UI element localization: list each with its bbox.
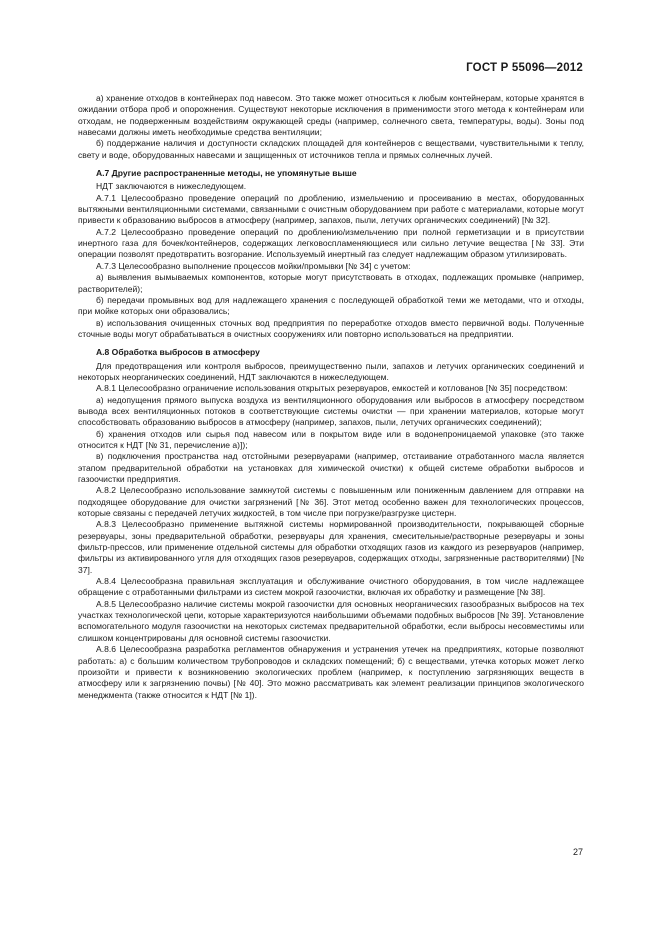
paragraph: А.8.3 Целесообразно применение вытяжной системы нормированной производительности, покрывающей сборные резервуары, зоны предварительной обработки, резервуары для хранения, смесительные/растворные резервуары и зоны фильтр-прессов, или применение отдельной системы для обработки отходящих газов из каждого из резервуаров (например, фильтры из активированного угля для отходящих газов резервуаров, содержащих отходы, загрязненные растворителями) [№ 37].	[78, 519, 584, 575]
paragraph: б) поддержание наличия и доступности складских площадей для контейнеров с веществами, чувствительными к теплу, свету и воде, оборудованных навесами и защищенных от источников тепла и прямых солнечных лучей.	[78, 138, 584, 160]
paragraph: в) использования очищенных сточных вод предприятия по переработке отходов вместо первичной воды. Полученные сточные воды могут обрабатываться в очистных сооружениях или повторно использоваться на предприятии.	[78, 317, 584, 339]
paragraph: А.8.1 Целесообразно ограничение использования открытых резервуаров, емкостей и котлованов [№ 35] посредством:	[96, 383, 568, 394]
paragraph: А.8.2 Целесообразно использование замкнутой системы с повышенным или пониженным давлением для отправки на подходящее оборудование для очистки загрязнений [№ 36]. Этот метод особенно важен для технологических процессов, которые связаны с передачей летучих жидкостей, в том числе при погрузке/разгрузке цистерн.	[78, 485, 584, 519]
page-number: 27	[572, 847, 583, 857]
document-body	[78, 93, 584, 701]
section-heading: А.8 Обработка выбросов в атмосферу	[96, 347, 260, 358]
paragraph: б) передачи промывных вод для надлежащего хранения с последующей обработкой теми же методами, что и отходы, при мойке которых они образовались;	[78, 294, 584, 317]
paragraph: НДТ заключаются в нижеследующем.	[96, 181, 247, 192]
section-heading: А.7 Другие распространенные методы, не упомянутые выше	[96, 168, 357, 179]
paragraph: А.8.6 Целесообразна разработка регламентов обнаружения и устранения утечек на предприятиях, которые позволяют работать: а) с большим количеством трубопроводов и складских помещений; б) с веществами, утечка которых может легко произойти и привести к возникновению экологических проблем (например, к поступлению загрязняющих веществ в атмосферу или к загрязнению почвы) [№ 40]. Это можно рассматривать как элемент реализации принципов экологического менеджмента (также относится к НДТ [№ 1]).	[78, 644, 584, 700]
paragraph: А.7.3 Целесообразно выполнение процессов мойки/промывки [№ 34] с учетом:	[96, 260, 411, 271]
paragraph: б) хранения отходов или сырья под навесом или в покрытом виде или в водонепроницаемой упаковке (это также относится к НДТ [№ 31, перечисление а)]);	[78, 428, 584, 450]
paragraph: а) недопущения прямого выпуска воздуха из вентиляционного оборудования или выбросов в атмосферу посредством вывода всех вентиляционных потоков в соответствующие системы очистки — при хранении материалов, которые могут способствовать образованию выбросов в атмосферу (например, запахов, пыли, летучих органических соединений);	[78, 394, 584, 428]
document-header: ГОСТ Р 55096—2012	[466, 62, 583, 74]
paragraph: а) выявления вымываемых компонентов, которые могут присутствовать в отходах, подлежащих промывке (например, растворителей);	[78, 272, 584, 294]
paragraph: в) подключения пространства над отстойными резервуарами (например, отстаивание отработанного масла является этапом предварительной обработки на установках для химической очистки) к общей системе обработки выбросов и газоочистки предприятия.	[78, 451, 584, 484]
paragraph: Для предотвращения или контроля выбросов, преимущественно пыли, запахов и летучих органических соединений и некоторых неорганических соединений, НДТ заключаются в нижеследующем.	[78, 360, 584, 382]
paragraph: А.8.4 Целесообразна правильная эксплуатация и обслуживание очистного оборудования, в том числе надлежащее обращение с отработанными фильтрами из систем мокрой газоочистки, включая их обработку и размещение [№ 38].	[78, 576, 584, 598]
paragraph: А.7.1 Целесообразно проведение операций по дроблению, измельчению и просеиванию в местах, оборудованных вытяжными вентиляционными системами, связанными с очистным оборудованием при работе с материалами, которые могут привести к образованию выбросов в атмосферу (например, запахов, пыли, летучих органических соединений) [№ 32].	[78, 192, 584, 226]
paragraph: А.8.5 Целесообразно наличие системы мокрой газоочистки для основных неорганических газообразных выбросов на тех участках технологической цепи, которые характеризуются наибольшими объемами подобных выбросов [№ 39]. Установление вспомогательного модуля газоочистки на некоторых системах предварительной обработки, если выбросы несовместимы или слишком концентрированы для основной системы газоочистки.	[78, 598, 584, 643]
paragraph: а) хранение отходов в контейнерах под навесом. Это также может относиться к любым контейнерам, которые хранятся в ожидании отбора проб и опорожнения. Существуют некоторые исключения в применимости этого метода к контейнерам или отходам, не подверженным воздействиям окружающей среды (например, солнечного света, температуры, воды). Зоны под навесами должны иметь необходимые средства вентиляции;	[78, 93, 584, 138]
paragraph: А.7.2 Целесообразно проведение операций по дроблению/измельчению при полной герметизации и в присутствии инертного газа для бочек/контейнеров, содержащих легковоспламеняющиеся или сильно летучие вещества [№ 33]. Эти операции позволят предотвратить возгорание. Используемый инертный газ следует надлежащим образом утилизировать.	[78, 226, 584, 260]
